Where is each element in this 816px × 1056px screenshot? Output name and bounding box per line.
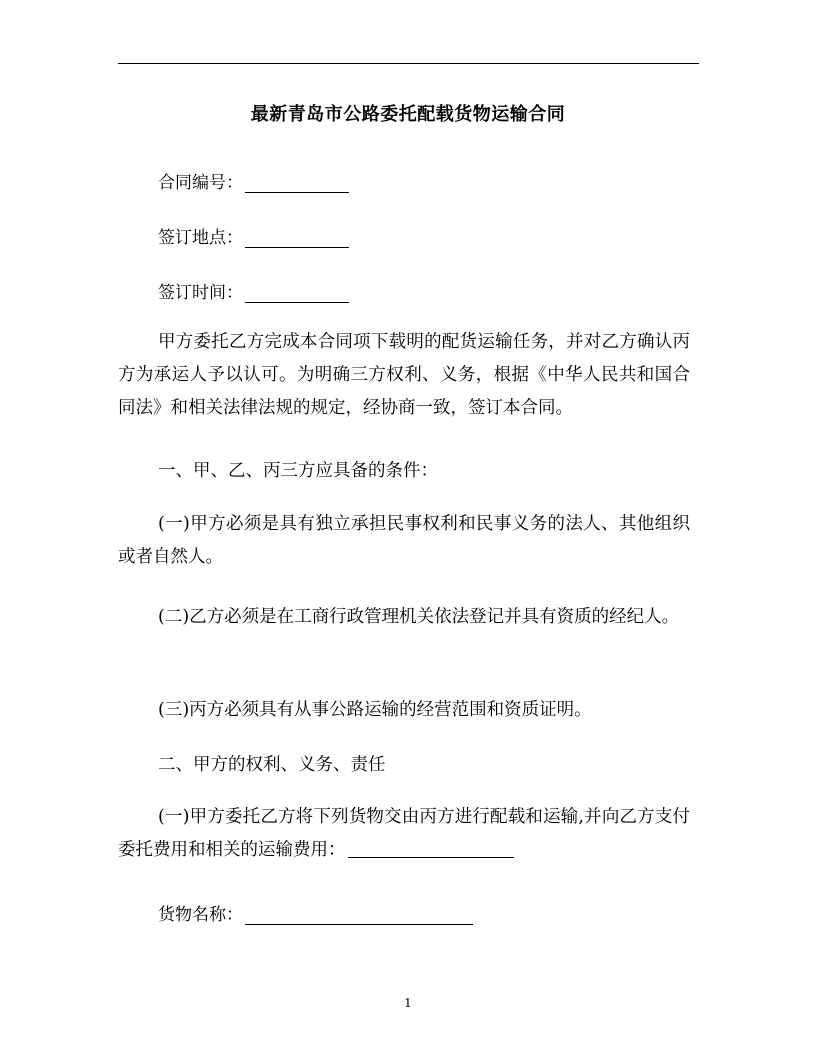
contract-no-blank [245, 174, 349, 193]
goods-name-blank [245, 906, 473, 925]
section1-heading: 一、甲、乙、丙三方应具备的条件： [158, 461, 438, 481]
section1-item1: (一)甲方必须是具有独立承担民事权利和民事义务的法人、其他组织或者自然人。 [118, 514, 690, 567]
contract-no-label: 合同编号： [158, 173, 243, 193]
goods-name-label: 货物名称： [158, 905, 243, 925]
section1-item2: (二)乙方必须是在工商行政管理机关依法登记并具有资质的经纪人。 [158, 607, 680, 627]
contract-no-field [158, 168, 349, 193]
header-rule [118, 63, 699, 64]
sign-time-label: 签订时间： [158, 283, 243, 303]
document-title: 最新青岛市公路委托配载货物运输合同 [250, 104, 566, 125]
freight-fee-blank [348, 843, 514, 858]
sign-place-field [158, 223, 349, 248]
intro-paragraph: 甲方委托乙方完成本合同项下载明的配货运输任务，并对乙方确认丙方为承运人予以认可。为明确三方权利、义务，根据《中华人民共和国合同法》和相关法律法规的规定，经协商一致，签订本合同。 [118, 332, 690, 418]
sign-time-blank [245, 284, 349, 303]
section2-heading: 二、甲方的权利、义务、责任 [158, 755, 386, 775]
page-number: 1 [404, 996, 412, 1010]
sign-place-blank [245, 229, 349, 248]
sign-place-label: 签订地点： [158, 228, 243, 248]
section2-item1 [118, 801, 690, 867]
section2-item1-text: (一)甲方委托乙方将下列货物交由丙方进行配载和运输,并向乙方支付委托费用和相关的运输费用： [118, 807, 690, 860]
goods-name-field [158, 900, 473, 925]
sign-time-field [158, 278, 349, 303]
section1-item3: (三)丙方必须具有从事公路运输的经营范围和资质证明。 [158, 700, 592, 720]
